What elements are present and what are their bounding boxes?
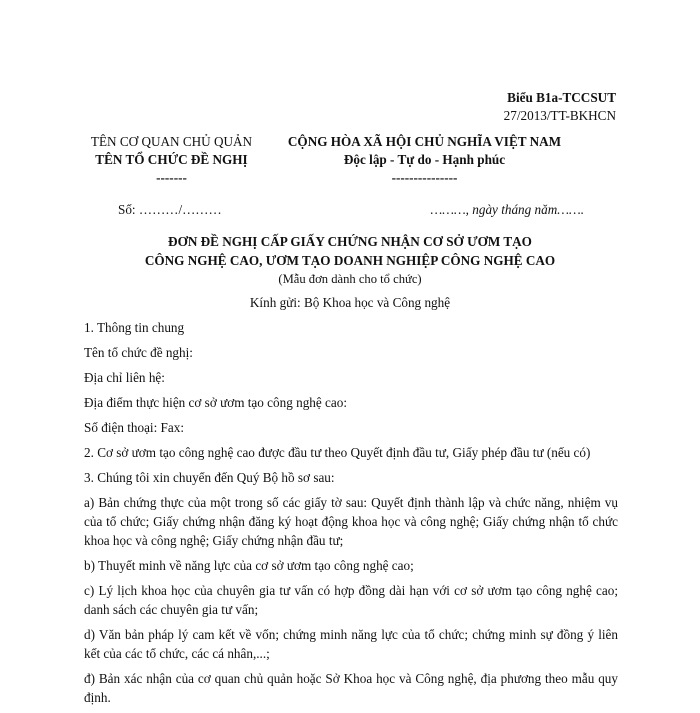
document-title	[84, 232, 616, 289]
field-incubation-location: Địa điểm thực hiện cơ sở ươm tạo công nghệ cao:	[84, 395, 347, 410]
document-number: Số: ………/………	[118, 202, 222, 217]
addressee: Kính gửi: Bộ Khoa học và Công nghệ	[249, 295, 451, 310]
title-line-1: ĐƠN ĐỀ NGHỊ CẤP GIẤY CHỨNG NHẬN CƠ SỞ ƯƠM TẠO	[168, 234, 532, 249]
form-code	[504, 89, 616, 125]
section-dossier-intro: 3. Chúng tôi xin chuyển đến Quý Bộ hồ sơ sau:	[84, 470, 335, 485]
nation-name: CỘNG HÒA XÃ HỘI CHỦ NGHĨA VIỆT NAM	[287, 134, 562, 149]
document-body	[84, 318, 618, 713]
section-investment-decision: 2. Cơ sở ươm tạo công nghệ cao được đầu tư theo Quyết định đầu tư, Giấy phép đầu tư (nếu có)	[84, 445, 591, 460]
title-line-2: CÔNG NGHỆ CAO, ƯƠM TẠO DOANH NGHIỆP CÔNG NGHỆ CAO	[144, 253, 556, 268]
organization-name: TÊN TỔ CHỨC ĐỀ NGHỊ	[95, 152, 248, 167]
national-header	[277, 133, 572, 187]
dossier-item-c: c) Lý lịch khoa học của chuyên gia tư vấn có hợp đồng dài hạn với cơ sở ươm tạo công nghệ cao; danh sách các chuyên gia tư vấn;	[84, 583, 618, 617]
agency-name: TÊN CƠ QUAN CHỦ QUẢN	[90, 134, 253, 149]
form-code-circular: 27/2013/TT-BKHCN	[503, 108, 616, 123]
national-motto: Độc lập - Tự do - Hạnh phúc	[343, 152, 506, 167]
dossier-item-b: b) Thuyết minh về năng lực của cơ sở ươm tạo công nghệ cao;	[84, 558, 414, 573]
field-phone-fax: Số điện thoại: Fax:	[84, 420, 185, 435]
agency-divider: -------	[156, 170, 187, 185]
field-organization-name: Tên tổ chức đề nghị:	[84, 345, 193, 360]
field-contact-address: Địa chỉ liên hệ:	[84, 370, 165, 385]
section-heading-general-info: 1. Thông tin chung	[84, 320, 185, 335]
dossier-item-d: d) Văn bản pháp lý cam kết về vốn; chứng minh năng lực của tổ chức; chứng minh sự đồng ý liên kết của các tổ chức, các cá nhân,...;	[84, 627, 618, 661]
motto-divider: ---------------	[391, 170, 458, 185]
form-code-name: Biểu B1a-TCCSUT	[507, 90, 616, 105]
agency-header	[84, 133, 259, 187]
document-date: ………, ngày tháng năm…….	[430, 202, 584, 217]
dossier-item-a: a) Bản chứng thực của một trong số các giấy tờ sau: Quyết định thành lập và chức năng, nhiệm vụ của tổ chức; Giấy chứng nhận đăng ký hoạt động khoa học và công nghệ; Giấy chứng nhận tổ chức khoa học và công nghệ; Giấy chứng nhận đầu tư;	[84, 495, 618, 548]
dossier-item-dd: đ) Bản xác nhận của cơ quan chủ quản hoặc Sở Khoa học và Công nghệ, địa phương theo mẫu quy định.	[84, 671, 618, 705]
title-subtitle: (Mẫu đơn dành cho tổ chức)	[278, 272, 422, 286]
